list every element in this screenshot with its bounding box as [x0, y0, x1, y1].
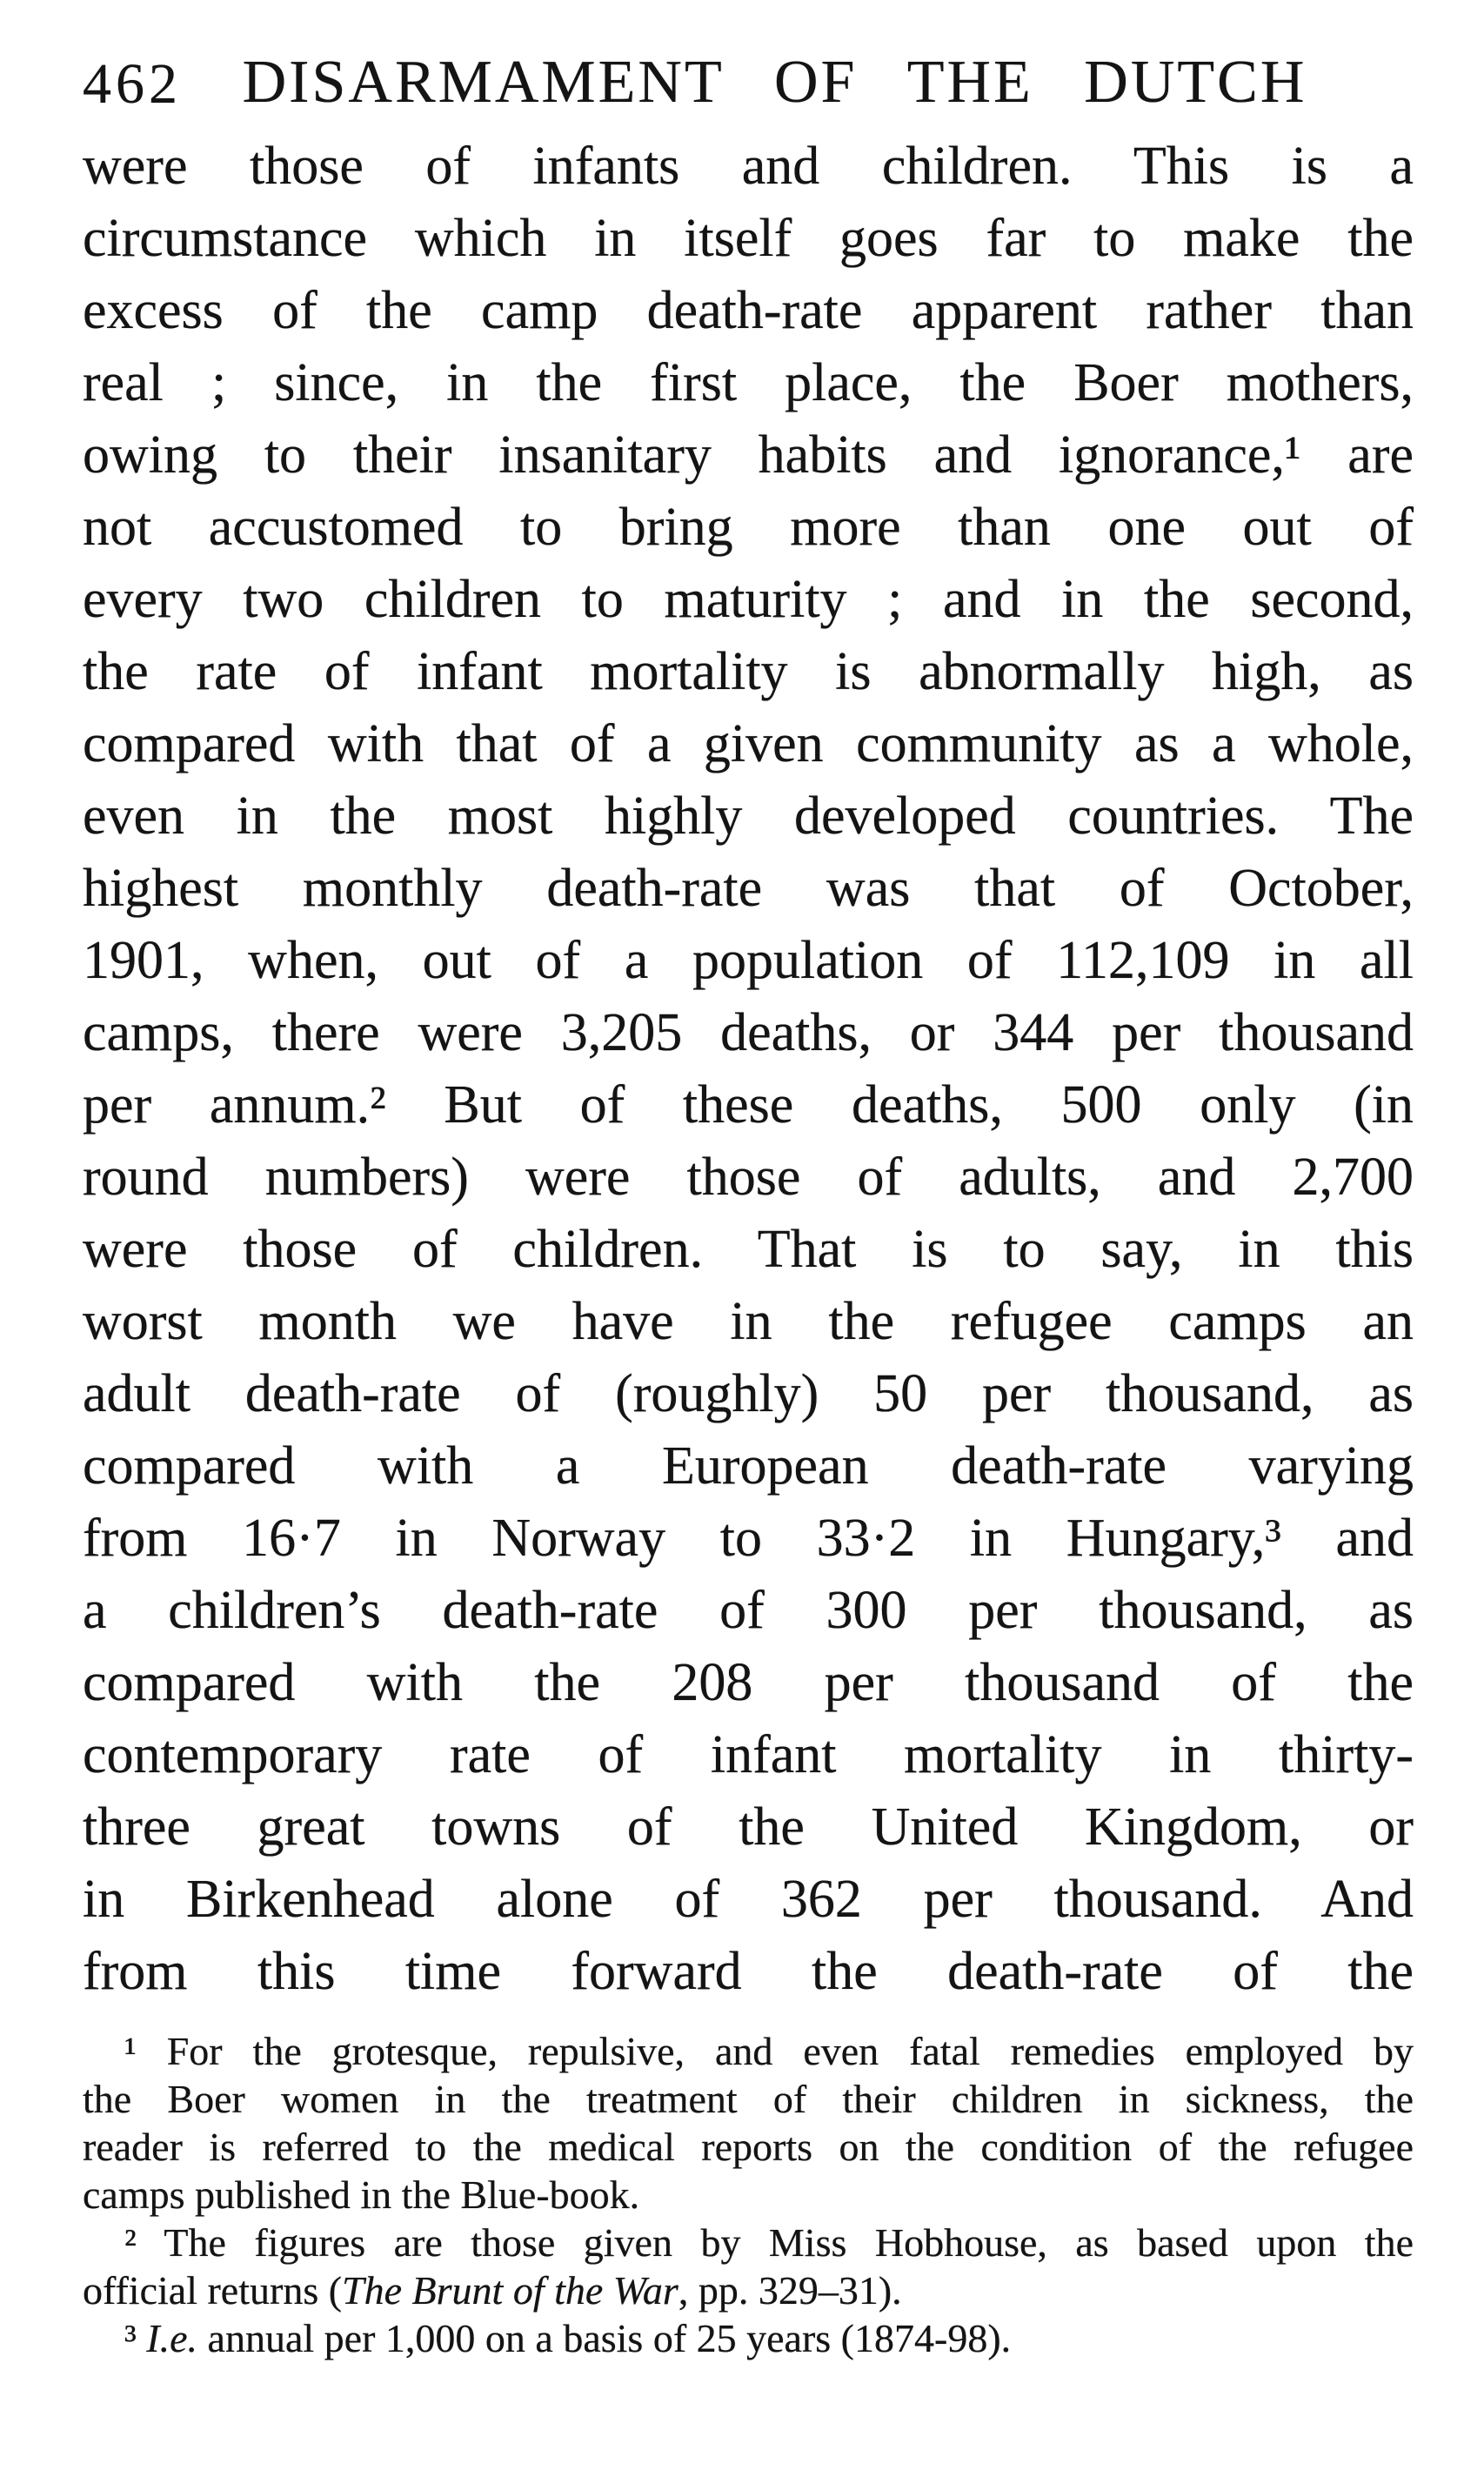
body-line: compared with a European death-rate varying — [83, 1436, 1414, 1496]
body-line: every two children to maturity ; and in the second, — [83, 570, 1414, 629]
body-line: contemporary rate of infant mortality in thirty- — [83, 1725, 1414, 1784]
running-head — [0, 0, 1484, 131]
footnote-line — [83, 2027, 1414, 2075]
footnote-line — [83, 2123, 1414, 2171]
body-line: compared with the 208 per thousand of the — [83, 1653, 1414, 1712]
footnote-line — [83, 2266, 1414, 2314]
body-line: per annum.² But of these deaths, 500 only (in — [83, 1075, 1414, 1135]
body-line: 1901, when, out of a population of 112,109 in all — [83, 931, 1414, 990]
page-number: 462 — [83, 52, 182, 116]
page-title: DISARMAMENT OF THE DUTCH — [242, 49, 1307, 116]
body-line: circumstance which in itself goes far to make the — [83, 209, 1414, 268]
body-line: real ; since, in the first place, the Boer mothers, — [83, 353, 1414, 412]
footnote-line — [83, 2314, 1414, 2362]
body-line: a children’s death-rate of 300 per thousand, as — [83, 1581, 1414, 1640]
body-line: excess of the camp death-rate apparent rather than — [83, 281, 1414, 340]
footnote-text: the Boer women in the treatment of their children in sickness, the — [83, 2077, 1414, 2121]
body-line: owing to their insanitary habits and ignorance,¹ are — [83, 425, 1414, 485]
body-line: in Birkenhead alone of 362 per thousand. And — [83, 1870, 1414, 1929]
footnote-line — [83, 2075, 1414, 2123]
body-line: from this time forward the death-rate of the — [83, 1942, 1414, 2001]
footnote-text: The Brunt of the War — [342, 2268, 678, 2313]
footnotes-block — [83, 2027, 1414, 2362]
body-line: from 16·7 in Norway to 33·2 in Hungary,³ and — [83, 1509, 1414, 1568]
footnote-text: ¹ For the grotesque, repulsive, and even fatal remedies employed by — [124, 2029, 1414, 2073]
footnote-text: I.e. — [146, 2316, 198, 2360]
body-line: were those of infants and children. This is a — [83, 137, 1414, 196]
footnote-text: annual per 1,000 on a basis of 25 years (1874-98). — [197, 2316, 1012, 2360]
footnote-line — [83, 2219, 1414, 2266]
body-line: round numbers) were those of adults, and 2,700 — [83, 1148, 1414, 1207]
body-line: were those of children. That is to say, in this — [83, 1220, 1414, 1279]
body-line: three great towns of the United Kingdom, or — [83, 1797, 1414, 1857]
body-line: the rate of infant mortality is abnormally high, as — [83, 642, 1414, 701]
body-paragraph — [83, 131, 1414, 2008]
body-line: even in the most highly developed countries. The — [83, 787, 1414, 846]
footnote-text: , pp. 329–31). — [678, 2268, 902, 2313]
body-line: worst month we have in the refugee camps an — [83, 1292, 1414, 1351]
body-line: not accustomed to bring more than one out of — [83, 498, 1414, 557]
footnote-text: reader is referred to the medical reports on the condition of the refugee — [83, 2125, 1414, 2169]
body-line: camps, there were 3,205 deaths, or 344 per thousand — [83, 1003, 1414, 1062]
footnote-text: camps published in the Blue-book. — [83, 2172, 640, 2217]
body-line: highest monthly death-rate was that of October, — [83, 859, 1414, 918]
footnote-text: ³ — [124, 2316, 147, 2360]
footnote-text: ² The figures are those given by Miss Hobhouse, as based upon the — [124, 2220, 1414, 2265]
body-line: adult death-rate of (roughly) 50 per thousand, as — [83, 1364, 1414, 1423]
body-line: compared with that of a given community as a whole, — [83, 714, 1414, 773]
footnote-line — [83, 2171, 1414, 2219]
footnote-text: official returns ( — [83, 2268, 343, 2313]
